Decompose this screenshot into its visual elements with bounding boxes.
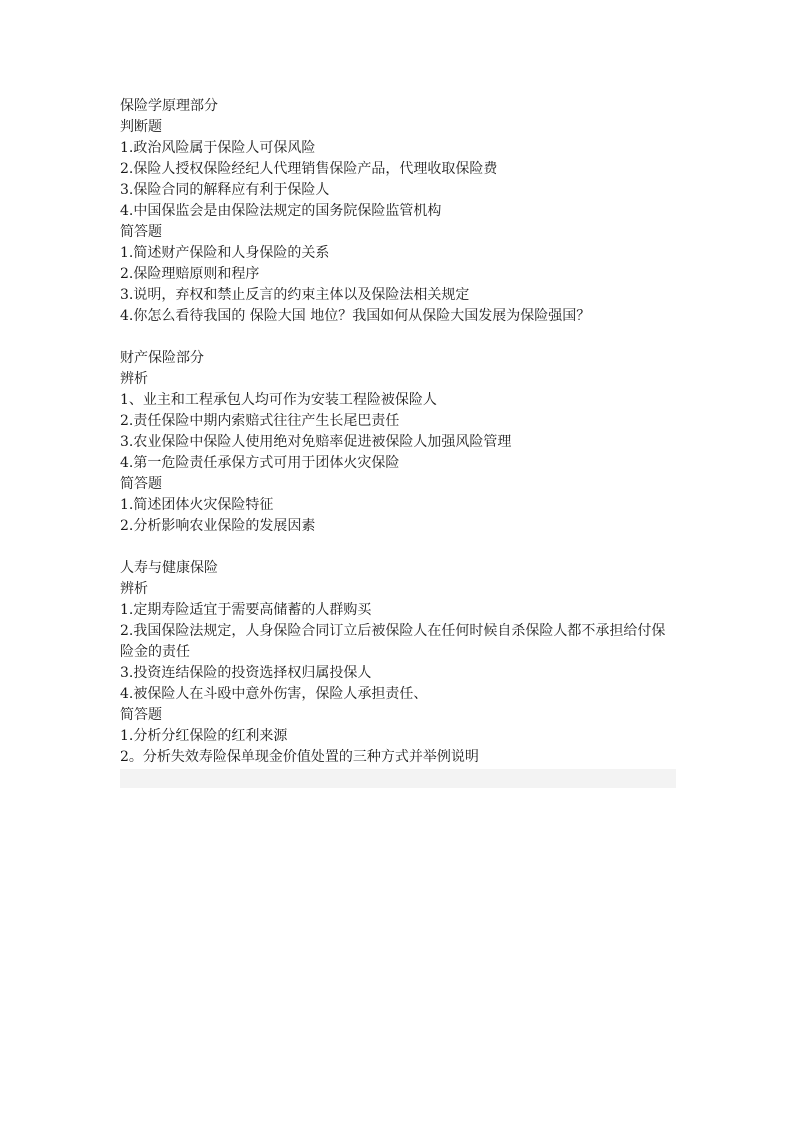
section-title: 人寿与健康保险	[120, 560, 218, 576]
question-item: 4.中国保监会是由保险法规定的国务院保险监管机构	[120, 203, 442, 219]
section	[120, 558, 676, 768]
blank-line	[120, 327, 676, 348]
question-type-heading: 辨析	[120, 371, 148, 387]
section	[120, 348, 676, 537]
question-item: 2.责任保险中期内索赔式往往产生长尾巴责任	[120, 413, 400, 429]
blank-line	[120, 537, 676, 558]
question-item: 3.投资连结保险的投资选择权归属投保人	[120, 665, 372, 681]
question-item: 4.被保险人在斗殴中意外伤害，保险人承担责任、	[120, 686, 428, 702]
question-type-heading: 简答题	[120, 476, 162, 492]
question-item: 4.第一危险责任承保方式可用于团体火灾保险	[120, 455, 400, 471]
question-item: 2.我国保险法规定，人身保险合同订立后被保险人在任何时候自杀保险人都不承担给付保险金的责任	[120, 623, 666, 660]
question-item: 2.保险人授权保险经纪人代理销售保险产品，代理收取保险费	[120, 161, 498, 177]
question-item: 4.你怎么看待我国的 保险大国 地位？我国如何从保险大国发展为保险强国？	[120, 308, 591, 324]
question-item: 1.简述团体火灾保险特征	[120, 497, 274, 513]
question-item: 1.分析分红保险的红利来源	[120, 728, 288, 744]
question-item: 3.农业保险中保险人使用绝对免赔率促进被保险人加强风险管理	[120, 434, 512, 450]
question-item: 1、业主和工程承包人均可作为安装工程险被保险人	[120, 392, 437, 408]
section-title: 财产保险部分	[120, 350, 204, 366]
question-item: 1.简述财产保险和人身保险的关系	[120, 245, 330, 261]
section	[120, 96, 676, 327]
question-item: 2.保险理赔原则和程序	[120, 266, 260, 282]
question-type-heading: 简答题	[120, 707, 162, 723]
question-item: 1.政治风险属于保险人可保风险	[120, 140, 316, 156]
question-item: 2。分析失效寿险保单现金价值处置的三种方式并举例说明	[120, 749, 479, 765]
question-item: 1.定期寿险适宜于需要高储蓄的人群购买	[120, 602, 372, 618]
question-item: 2.分析影响农业保险的发展因素	[120, 518, 316, 534]
document-body	[120, 96, 676, 788]
question-type-heading: 辨析	[120, 581, 148, 597]
shaded-blank-row	[120, 769, 676, 788]
section-title: 保险学原理部分	[120, 98, 218, 114]
question-item: 3.保险合同的解释应有利于保险人	[120, 182, 330, 198]
question-type-heading: 简答题	[120, 224, 162, 240]
question-item: 3.说明，弃权和禁止反言的约束主体以及保险法相关规定	[120, 287, 470, 303]
question-type-heading: 判断题	[120, 119, 162, 135]
